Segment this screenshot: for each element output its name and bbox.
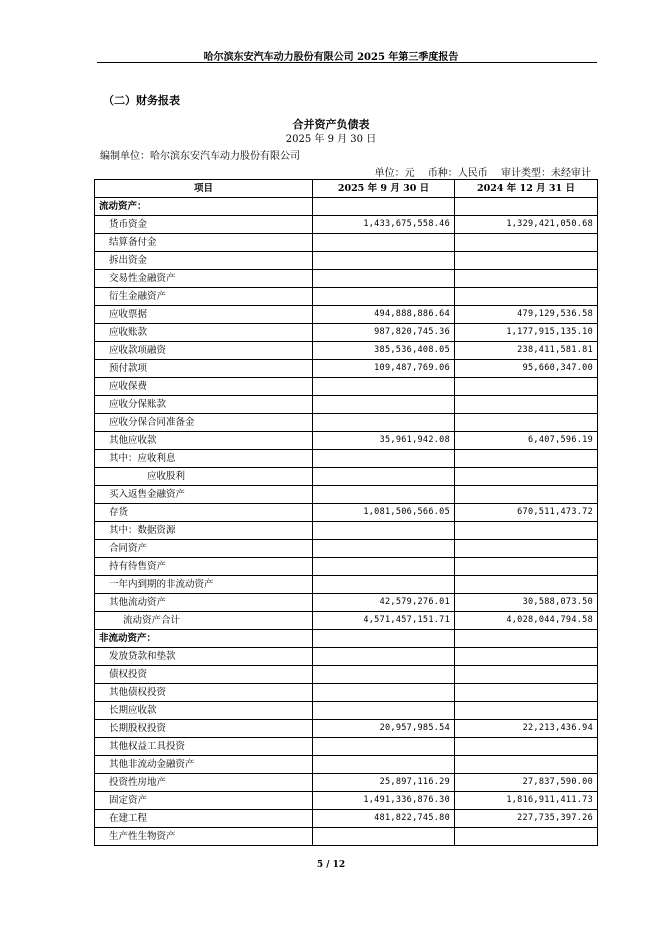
row-value-2025 [313,540,455,558]
row-value-2025: 1,433,675,558.46 [313,216,455,234]
row-value-2025 [313,486,455,504]
row-value-2025 [313,666,455,684]
row-item-label: 流动资产： [95,198,313,216]
row-value-2024: 27,837,590.00 [455,774,598,792]
row-value-2024 [455,450,598,468]
table-row [95,540,598,558]
row-item-label: 长期股权投资 [95,720,313,738]
row-item-label: 其中：数据资源 [95,522,313,540]
table-row [95,468,598,486]
table-row [95,252,598,270]
row-value-2025 [313,630,455,648]
table-row [95,630,598,648]
row-value-2024 [455,396,598,414]
row-value-2025 [313,684,455,702]
row-item-label: 应收款项融资 [95,342,313,360]
row-value-2024: 1,177,915,135.10 [455,324,598,342]
row-value-2025: 481,822,745.80 [313,810,455,828]
row-item-label: 长期应收款 [95,702,313,720]
row-value-2024: 4,028,044,794.58 [455,612,598,630]
table-row [95,342,598,360]
table-row [95,756,598,774]
row-value-2025: 4,571,457,151.71 [313,612,455,630]
row-value-2025 [313,558,455,576]
row-item-label: 债权投资 [95,666,313,684]
unit-label: 单位：元 [374,168,415,179]
row-item-label: 应收股利 [95,468,313,486]
row-value-2024 [455,630,598,648]
table-row [95,306,598,324]
table-row [95,198,598,216]
balance-sheet-table [94,179,598,846]
table-row [95,702,598,720]
row-value-2025 [313,378,455,396]
row-item-label: 应收账款 [95,324,313,342]
table-row [95,720,598,738]
row-value-2024 [455,486,598,504]
row-value-2025 [313,468,455,486]
row-value-2024 [455,288,598,306]
row-item-label: 流动资产合计 [95,612,313,630]
table-row [95,360,598,378]
row-value-2024: 6,407,596.19 [455,432,598,450]
table-row [95,288,598,306]
row-item-label: 预付款项 [95,360,313,378]
row-value-2025: 385,536,408.05 [313,342,455,360]
section-title: （二）财务报表 [103,94,180,107]
table-row [95,522,598,540]
row-value-2024: 670,511,473.72 [455,504,598,522]
row-value-2024 [455,252,598,270]
row-item-label: 其他流动资产 [95,594,313,612]
table-row [95,414,598,432]
row-item-label: 应收票据 [95,306,313,324]
row-value-2024 [455,702,598,720]
row-value-2025 [313,450,455,468]
row-value-2025 [313,414,455,432]
row-value-2024: 1,816,911,411.73 [455,792,598,810]
audit-label: 审计类型：未经审计 [501,168,591,179]
row-value-2024: 95,660,347.00 [455,360,598,378]
table-row [95,432,598,450]
row-item-label: 合同资产 [95,540,313,558]
row-value-2024: 1,329,421,050.68 [455,216,598,234]
row-item-label: 其中：应收利息 [95,450,313,468]
row-value-2024 [455,558,598,576]
row-value-2024 [455,198,598,216]
row-value-2025 [313,648,455,666]
table-row [95,234,598,252]
row-value-2024 [455,234,598,252]
table-row [95,450,598,468]
row-item-label: 一年内到期的非流动资产 [95,576,313,594]
row-value-2024: 238,411,581.81 [455,342,598,360]
table-row [95,504,598,522]
page-header: 哈尔滨东安汽车动力股份有限公司 2025 年第三季度报告 [203,52,459,63]
row-value-2024 [455,666,598,684]
row-item-label: 投资性房地产 [95,774,313,792]
table-row [95,594,598,612]
row-value-2025 [313,198,455,216]
table-row [95,396,598,414]
row-value-2024 [455,414,598,432]
table-row [95,324,598,342]
currency-label: 币种：人民币 [427,168,488,179]
row-value-2024: 227,735,397.26 [455,810,598,828]
row-item-label: 应收保费 [95,378,313,396]
row-item-label: 货币资金 [95,216,313,234]
row-value-2025: 42,579,276.01 [313,594,455,612]
row-value-2024 [455,270,598,288]
column-header-2024: 2024 年 12 月 31 日 [455,180,598,198]
row-item-label: 拆出资金 [95,252,313,270]
column-header-item: 项目 [95,180,313,198]
row-value-2024 [455,828,598,846]
unit-line [365,164,591,179]
row-value-2024: 479,129,536.58 [455,306,598,324]
row-item-label: 其他权益工具投资 [95,738,313,756]
row-value-2025: 109,487,769.06 [313,360,455,378]
table-row [95,270,598,288]
table-row [95,216,598,234]
table-row [95,684,598,702]
row-value-2025 [313,288,455,306]
row-value-2025 [313,738,455,756]
table-header-row [95,180,598,198]
table-row [95,576,598,594]
row-value-2024 [455,522,598,540]
table-row [95,612,598,630]
row-value-2025 [313,828,455,846]
table-row [95,648,598,666]
row-value-2024 [455,738,598,756]
table-row [95,828,598,846]
row-value-2025 [313,252,455,270]
row-value-2024 [455,378,598,396]
row-value-2025: 987,820,745.36 [313,324,455,342]
row-item-label: 发放贷款和垫款 [95,648,313,666]
row-item-label: 交易性金融资产 [95,270,313,288]
row-value-2025 [313,522,455,540]
row-item-label: 持有待售资产 [95,558,313,576]
row-value-2025: 20,957,985.54 [313,720,455,738]
row-value-2024 [455,648,598,666]
table-date: 2025 年 9 月 30 日 [285,134,377,145]
table-title: 合并资产负债表 [292,118,370,131]
row-item-label: 生产性生物资产 [95,828,313,846]
row-value-2025: 1,081,506,566.05 [313,504,455,522]
row-item-label: 结算备付金 [95,234,313,252]
row-item-label: 其他应收款 [95,432,313,450]
row-value-2024 [455,540,598,558]
row-item-label: 衍生金融资产 [95,288,313,306]
row-value-2025 [313,756,455,774]
company-line: 编制单位：哈尔滨东安汽车动力股份有限公司 [100,151,300,162]
row-value-2025 [313,270,455,288]
row-item-label: 非流动资产： [95,630,313,648]
row-value-2024 [455,576,598,594]
table-row [95,774,598,792]
row-value-2024 [455,684,598,702]
row-item-label: 固定资产 [95,792,313,810]
page-number: 5 / 12 [316,860,346,870]
row-value-2025 [313,576,455,594]
row-item-label: 在建工程 [95,810,313,828]
row-item-label: 应收分保账款 [95,396,313,414]
table-row [95,792,598,810]
table-row [95,486,598,504]
row-item-label: 买入返售金融资产 [95,486,313,504]
table-row [95,666,598,684]
column-header-2025: 2025 年 9 月 30 日 [313,180,455,198]
table-row [95,738,598,756]
row-value-2024 [455,468,598,486]
row-value-2025: 25,897,116.29 [313,774,455,792]
row-item-label: 其他非流动金融资产 [95,756,313,774]
row-value-2025: 35,961,942.08 [313,432,455,450]
row-value-2025 [313,702,455,720]
row-value-2024: 30,588,073.50 [455,594,598,612]
row-value-2024: 22,213,436.94 [455,720,598,738]
row-value-2025: 1,491,336,876.30 [313,792,455,810]
row-value-2025 [313,234,455,252]
row-item-label: 存货 [95,504,313,522]
header-rule [97,62,597,63]
row-item-label: 其他债权投资 [95,684,313,702]
row-value-2025 [313,396,455,414]
table-row [95,558,598,576]
table-row [95,810,598,828]
table-row [95,378,598,396]
row-item-label: 应收分保合同准备金 [95,414,313,432]
row-value-2024 [455,756,598,774]
row-value-2025: 494,888,886.64 [313,306,455,324]
